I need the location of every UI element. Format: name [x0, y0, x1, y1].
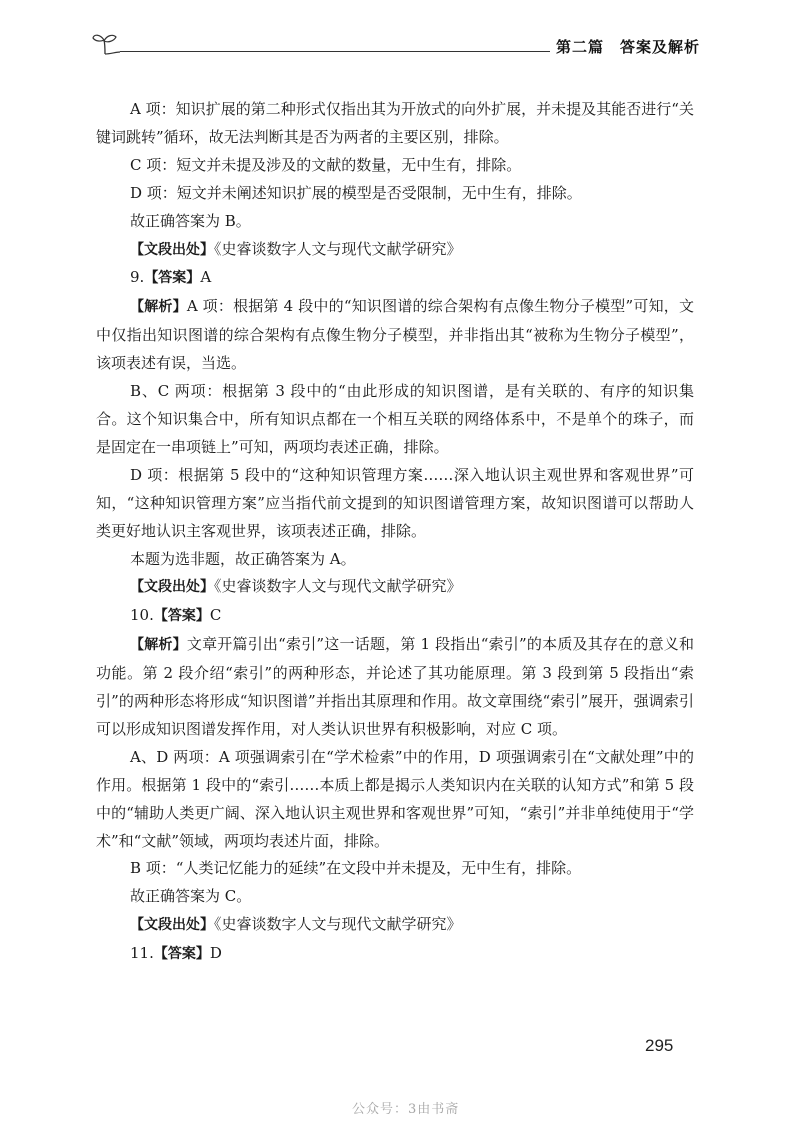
source-label: 【文段出处】	[130, 917, 214, 934]
question-answer	[96, 940, 694, 969]
analysis-paragraph	[96, 631, 694, 744]
question-number: 10.	[130, 606, 154, 625]
question-number: 11.	[130, 944, 154, 963]
source-title: 《史睿谈数字人文与现代文献学研究》	[214, 577, 462, 596]
conclusion: 故正确答案为 B。	[130, 211, 251, 230]
watermark: 公众号：3由书斋	[352, 1102, 460, 1117]
option-bc-analysis: B、C 两项：根据第 3 段中的“由此形成的知识图谱，是有关联的、有序的知识集合。这个知识集合中，所有知识点都在一个相互关联的网络体系中，不是单个的珠子，而是固定在一串项链上”可知，两项均表述正确，排除。	[96, 382, 694, 456]
answer-value: C	[209, 606, 222, 625]
source-title: 《史睿谈数字人文与现代文献学研究》	[214, 239, 462, 258]
header-rule	[120, 51, 550, 52]
analysis-text: 文章开篇引出“索引”这一话题，第 1 段指出“索引”的本质及其存在的意义和功能。第 2 段介绍“索引”的两种形态，并论述了其功能原理。第 3 段到第 5 段指出“索引”的两种形态将形成“知识图谱”并指出其原理和作用。故文章围绕“索引”展开，强调索引可以形成知识图谱发挥作用，对人类认识世界有积极影响，对应 C 项。	[96, 635, 695, 738]
source-citation	[96, 236, 694, 265]
question-answer	[96, 602, 694, 631]
option-d-analysis: D 项：短文并未阐述知识扩展的模型是否受限制，无中生有，排除。	[130, 183, 582, 202]
sprout-icon	[90, 30, 120, 56]
answer-label: 【答案】	[144, 270, 201, 287]
analysis-label: 【解析】	[130, 637, 187, 654]
analysis-paragraph	[96, 293, 694, 378]
question-answer	[96, 264, 694, 293]
source-label: 【文段出处】	[130, 579, 214, 596]
conclusion: 故正确答案为 C。	[130, 887, 252, 906]
answer-label: 【答案】	[153, 946, 210, 963]
question-number: 9.	[130, 268, 145, 287]
answer-value: A	[200, 268, 212, 287]
conclusion: 本题为选非题，故正确答案为 A。	[130, 549, 356, 568]
option-ad-analysis: A、D 两项：A 项强调索引在“学术检索”中的作用，D 项强调索引在“文献处理”中的作用。根据第 1 段中的“索引……本质上都是揭示人类知识内在关联的认知方式”和第 5 段中的“辅助人类更广阔、深入地认识主观世界和客观世界”可知，“索引”并非单纯使用于“学术”和“文献”领域，两项均表述片面，排除。	[96, 747, 694, 850]
option-c-analysis: C 项：短文并未提及涉及的文献的数量，无中生有，排除。	[130, 155, 522, 174]
analysis-text: A 项：根据第 4 段中的“知识图谱的综合架构有点像生物分子模型”可知，文中仅指出知识图谱的综合架构有点像生物分子模型，并非指出其“被称为生物分子模型”，该项表述有误，当选。	[96, 297, 694, 373]
option-a-analysis: A 项：知识扩展的第二种形式仅指出其为开放式的向外扩展，并未提及其能否进行“关键词跳转”循环，故无法判断其是否为两者的主要区别，排除。	[96, 100, 694, 146]
answer-label: 【答案】	[153, 608, 210, 625]
answer-value: D	[209, 944, 222, 963]
source-label: 【文段出处】	[130, 241, 214, 258]
source-citation	[96, 573, 694, 602]
option-b-analysis: B 项：“人类记忆能力的延续”在文段中并未提及，无中生有，排除。	[130, 859, 582, 878]
analysis-label: 【解析】	[130, 299, 187, 316]
option-d-analysis: D 项：根据第 5 段中的“这种知识管理方案……深入地认识主观世界和客观世界”可知，“这种知识管理方案”应当指代前文提到的知识图谱管理方案，故知识图谱可以帮助人类更好地认识主客观世界，该项表述正确，排除。	[96, 465, 694, 540]
page-header	[90, 30, 700, 60]
page-number: 295	[645, 1036, 674, 1055]
section-title: 第二篇 答案及解析	[555, 38, 700, 56]
source-title: 《史睿谈数字人文与现代文献学研究》	[214, 915, 462, 934]
source-citation	[96, 911, 694, 940]
answer-explanations	[96, 96, 694, 969]
